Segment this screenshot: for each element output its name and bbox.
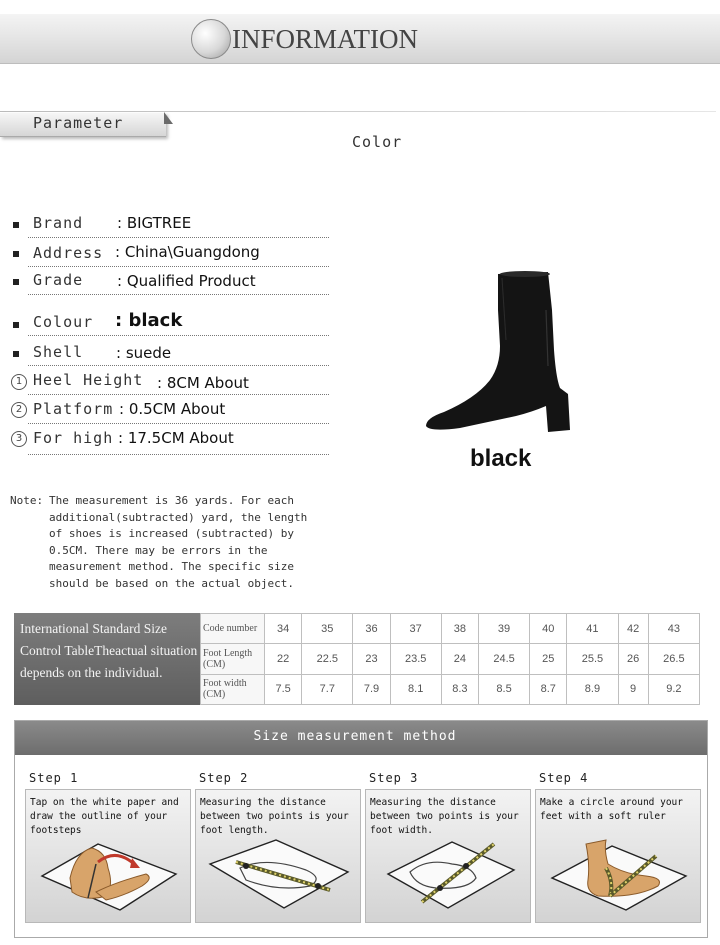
table-cell: 8.3	[441, 674, 478, 704]
spec-row-address	[0, 239, 335, 267]
table-cell: 25.5	[567, 644, 618, 674]
table-cell: 41	[567, 614, 618, 644]
row-header: Code number	[201, 614, 265, 644]
spec-label: Address	[33, 244, 104, 262]
spec-label: Brand	[33, 214, 84, 232]
spec-label: Shell	[33, 343, 84, 361]
trace-foot-icon	[36, 834, 182, 920]
spec-value: : suede	[116, 344, 172, 362]
table-cell: 23.5	[390, 644, 441, 674]
spec-label: Colour	[33, 313, 94, 331]
step-title: Step 4	[539, 771, 589, 785]
table-cell: 43	[648, 614, 699, 644]
table-cell: 24	[441, 644, 478, 674]
note-heading: Note:	[10, 494, 44, 507]
step-card	[189, 771, 357, 933]
spec-value: : China\Guangdong	[115, 243, 260, 261]
color-section-title: Color	[352, 133, 403, 151]
spec-value: : 17.5CM About	[118, 429, 234, 447]
dotted-divider	[28, 423, 329, 424]
dotted-divider	[28, 294, 329, 295]
parameter-divider	[0, 111, 716, 112]
table-cell: 25	[530, 644, 567, 674]
spec-row-colour	[0, 308, 335, 336]
step-card	[19, 771, 187, 933]
dotted-divider	[28, 394, 329, 395]
table-cell: 26.5	[648, 644, 699, 674]
header-banner	[0, 14, 720, 64]
dotted-divider	[28, 237, 329, 238]
spec-label: Platform	[33, 400, 114, 418]
table-cell: 8.9	[567, 674, 618, 704]
foot-width-icon	[376, 834, 522, 920]
step-description: Make a circle around your feet with a soft ruler	[540, 797, 683, 822]
step-panel	[25, 789, 191, 923]
parameter-tab	[0, 113, 166, 137]
page-title: INFORMATION	[232, 24, 419, 54]
spec-value: : BIGTREE	[117, 214, 192, 232]
spec-row-platform	[0, 396, 335, 424]
table-row	[201, 614, 700, 644]
table-cell: 40	[530, 614, 567, 644]
table-cell: 38	[441, 614, 478, 644]
spec-label: Heel Height	[33, 371, 144, 389]
step-panel	[535, 789, 701, 923]
step-title: Step 3	[369, 771, 419, 785]
table-cell: 22.5	[302, 644, 353, 674]
size-table	[200, 613, 700, 705]
bullet-icon	[13, 251, 19, 257]
table-cell: 22	[265, 644, 302, 674]
table-cell: 42	[618, 614, 648, 644]
spec-row-heel-height	[0, 367, 335, 395]
dotted-divider	[28, 335, 329, 336]
bullet-icon	[13, 222, 19, 228]
table-cell: 34	[265, 614, 302, 644]
table-cell: 8.5	[478, 674, 529, 704]
measurement-title: Size measurement method	[253, 729, 457, 744]
number-one-icon: 1	[11, 374, 27, 390]
table-cell: 7.5	[265, 674, 302, 704]
ankle-boot-icon	[420, 270, 580, 435]
spec-row-shell	[0, 338, 335, 366]
table-cell: 39	[478, 614, 529, 644]
table-cell: 36	[353, 614, 390, 644]
dotted-divider	[28, 454, 329, 455]
step-description: Tap on the white paper and draw the outline of your footsteps	[30, 797, 179, 836]
bullet-icon	[13, 279, 19, 285]
size-table-intro-text: International Standard Size Control TableTheactual situation depends on the individual.	[20, 621, 198, 680]
table-cell: 37	[390, 614, 441, 644]
table-cell: 7.7	[302, 674, 353, 704]
foot-circumference-icon	[546, 834, 692, 920]
bullet-icon	[13, 322, 19, 328]
spec-value: : 0.5CM About	[119, 400, 226, 418]
dotted-divider	[28, 365, 329, 366]
note-text: The measurement is 36 yards. For each additional(subtracted) yard, the length of shoes is increased (subtracted) by 0.5CM. There may be errors in the measurement method. The specific size should be based on the actual object.	[49, 494, 308, 590]
spec-row-brand	[0, 210, 335, 238]
table-cell: 26	[618, 644, 648, 674]
bullet-icon	[13, 351, 19, 357]
row-header: Foot width (CM)	[201, 674, 265, 704]
table-cell: 8.1	[390, 674, 441, 704]
spec-row-grade	[0, 267, 335, 295]
measurement-section	[14, 720, 708, 938]
parameter-tab-corner	[164, 112, 173, 124]
table-row	[201, 674, 700, 704]
step-card	[359, 771, 527, 933]
size-table-intro	[14, 613, 200, 705]
foot-length-icon	[206, 834, 352, 920]
table-cell: 35	[302, 614, 353, 644]
boot-image	[420, 270, 580, 435]
step-description: Measuring the distance between two points is your foot length.	[200, 797, 349, 836]
spec-label: For high	[33, 429, 114, 447]
step-panel	[365, 789, 531, 923]
spec-label: Grade	[33, 271, 84, 289]
table-cell: 7.9	[353, 674, 390, 704]
table-cell: 23	[353, 644, 390, 674]
table-cell: 24.5	[478, 644, 529, 674]
step-card	[529, 771, 697, 933]
spec-value: : 8CM About	[157, 374, 249, 392]
measurement-header-bar	[15, 721, 707, 755]
number-three-icon: 3	[11, 431, 27, 447]
row-header: Foot Length (CM)	[201, 644, 265, 674]
table-cell: 9.2	[648, 674, 699, 704]
step-description: Measuring the distance between two points is your foot width.	[370, 797, 519, 836]
step-title: Step 2	[199, 771, 249, 785]
table-row	[201, 644, 700, 674]
color-swatch-label: black	[470, 445, 532, 472]
table-cell: 9	[618, 674, 648, 704]
banner-circle-icon	[191, 19, 231, 59]
parameter-tab-label: Parameter	[33, 114, 124, 132]
step-title: Step 1	[29, 771, 79, 785]
spec-row-for-high	[0, 426, 335, 454]
number-two-icon: 2	[11, 402, 27, 418]
spec-value: : Qualified Product	[117, 272, 256, 290]
step-panel	[195, 789, 361, 923]
table-cell: 8.7	[530, 674, 567, 704]
spec-value: : black	[115, 310, 183, 331]
